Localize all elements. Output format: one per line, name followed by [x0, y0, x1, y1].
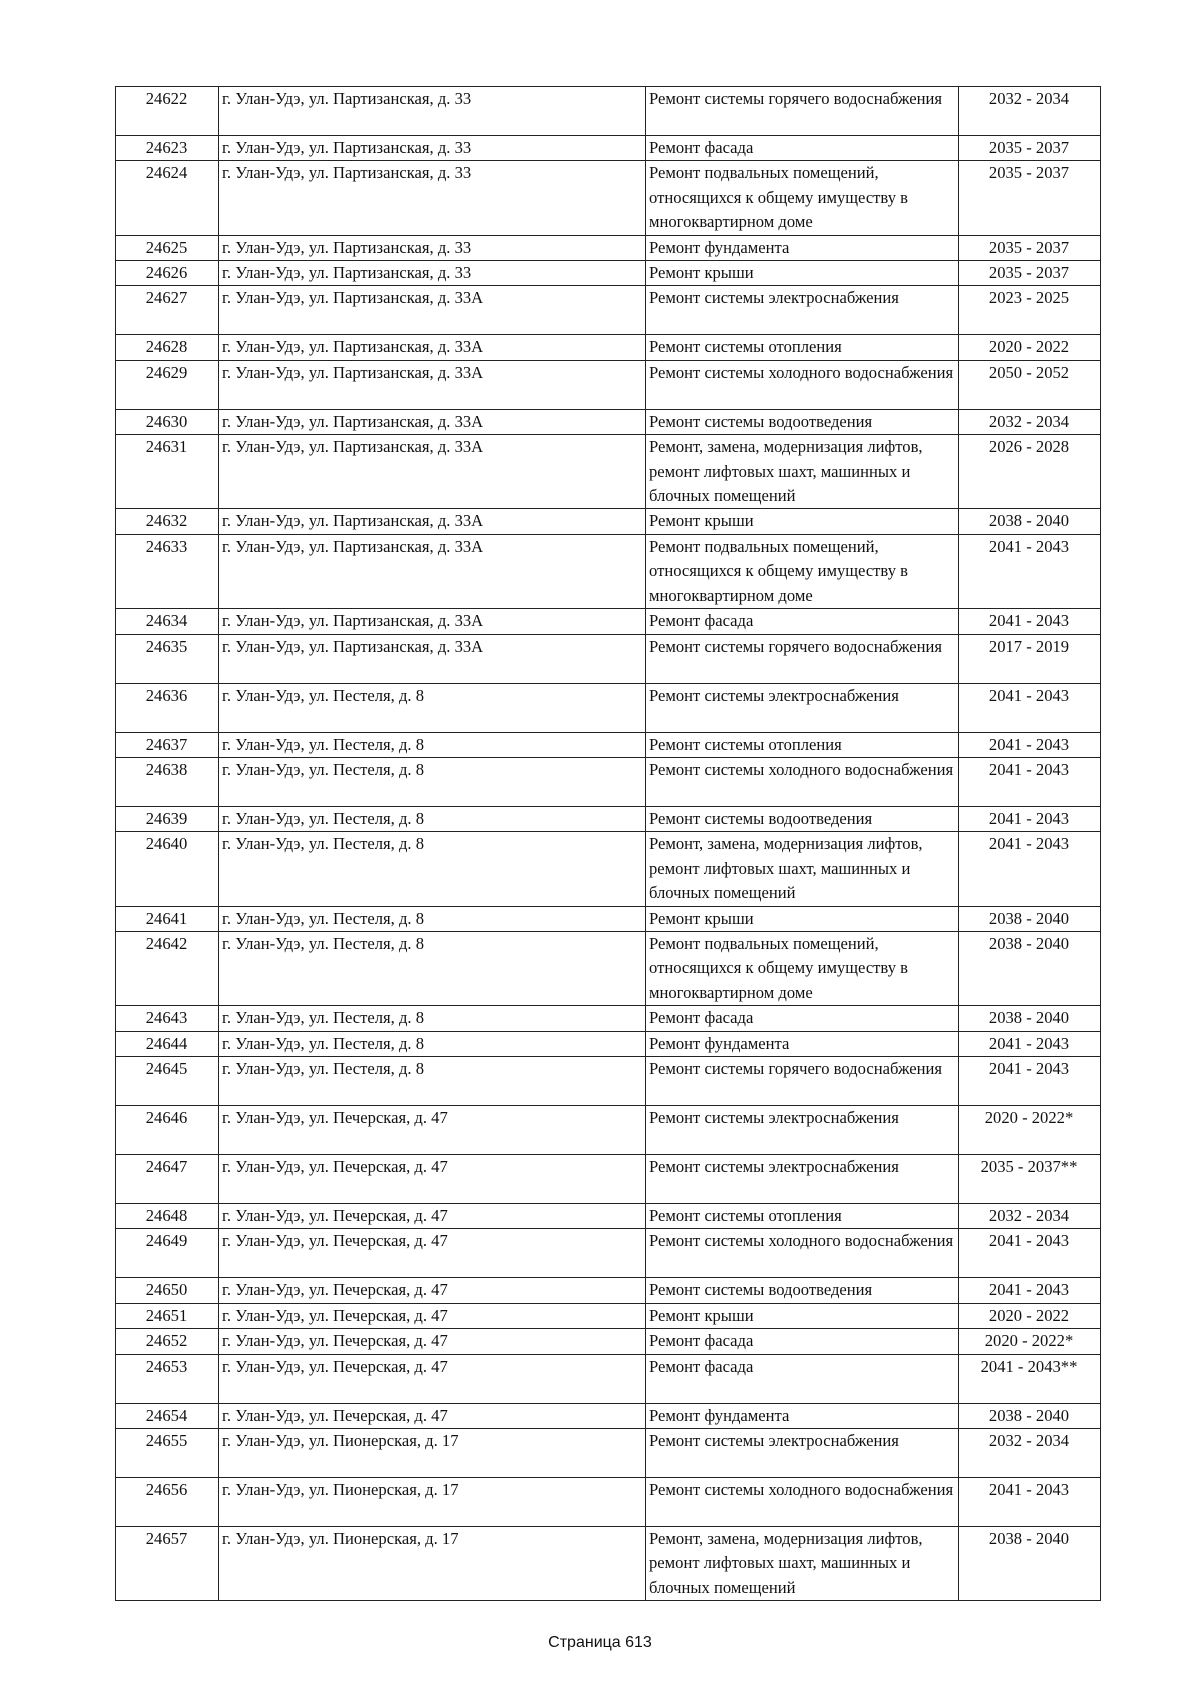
row-number-cell: 24655	[116, 1429, 219, 1478]
table-row	[116, 87, 1101, 136]
address-cell: г. Улан-Удэ, ул. Печерская, д. 47	[219, 1403, 646, 1428]
page-number: Страница 613	[548, 1634, 652, 1651]
period-cell: 2041 - 2043	[959, 534, 1101, 608]
table-row	[116, 286, 1101, 335]
work-type-cell: Ремонт системы отопления	[646, 335, 959, 360]
work-type-cell: Ремонт фасада	[646, 1354, 959, 1403]
work-type-cell: Ремонт крыши	[646, 1303, 959, 1328]
table-body	[116, 87, 1101, 1601]
period-cell: 2020 - 2022*	[959, 1105, 1101, 1154]
work-type-cell: Ремонт, замена, модернизация лифтов, ремонт лифтовых шахт, машинных и блочных помещений	[646, 832, 959, 906]
row-number-cell: 24643	[116, 1006, 219, 1031]
row-number-cell: 24654	[116, 1403, 219, 1428]
row-number-cell: 24622	[116, 87, 219, 136]
period-cell: 2041 - 2043	[959, 1031, 1101, 1056]
row-number-cell: 24625	[116, 235, 219, 260]
table-row	[116, 1031, 1101, 1056]
period-cell: 2035 - 2037	[959, 161, 1101, 235]
work-type-cell: Ремонт фасада	[646, 609, 959, 634]
table-row	[116, 1429, 1101, 1478]
work-type-cell: Ремонт системы горячего водоснабжения	[646, 1056, 959, 1105]
period-cell: 2041 - 2043	[959, 1229, 1101, 1278]
work-type-cell: Ремонт системы горячего водоснабжения	[646, 634, 959, 683]
row-number-cell: 24628	[116, 335, 219, 360]
table-row	[116, 906, 1101, 931]
row-number-cell: 24648	[116, 1203, 219, 1228]
address-cell: г. Улан-Удэ, ул. Партизанская, д. 33А	[219, 409, 646, 434]
row-number-cell: 24641	[116, 906, 219, 931]
period-cell: 2038 - 2040	[959, 931, 1101, 1005]
row-number-cell: 24650	[116, 1278, 219, 1303]
address-cell: г. Улан-Удэ, ул. Печерская, д. 47	[219, 1278, 646, 1303]
address-cell: г. Улан-Удэ, ул. Пестеля, д. 8	[219, 1006, 646, 1031]
table-row	[116, 683, 1101, 732]
address-cell: г. Улан-Удэ, ул. Печерская, д. 47	[219, 1354, 646, 1403]
row-number-cell: 24652	[116, 1329, 219, 1354]
period-cell: 2041 - 2043	[959, 1056, 1101, 1105]
table-row	[116, 1229, 1101, 1278]
row-number-cell: 24651	[116, 1303, 219, 1328]
period-cell: 2035 - 2037**	[959, 1154, 1101, 1203]
table-row	[116, 1403, 1101, 1428]
work-type-cell: Ремонт фундамента	[646, 1403, 959, 1428]
table-row	[116, 509, 1101, 534]
address-cell: г. Улан-Удэ, ул. Пионерская, д. 17	[219, 1527, 646, 1601]
address-cell: г. Улан-Удэ, ул. Пионерская, д. 17	[219, 1478, 646, 1527]
table-row	[116, 832, 1101, 906]
period-cell: 2017 - 2019	[959, 634, 1101, 683]
work-type-cell: Ремонт системы электроснабжения	[646, 1429, 959, 1478]
address-cell: г. Улан-Удэ, ул. Пестеля, д. 8	[219, 806, 646, 831]
period-cell: 2041 - 2043**	[959, 1354, 1101, 1403]
row-number-cell: 24644	[116, 1031, 219, 1056]
work-type-cell: Ремонт системы горячего водоснабжения	[646, 87, 959, 136]
work-type-cell: Ремонт, замена, модернизация лифтов, ремонт лифтовых шахт, машинных и блочных помещений	[646, 1527, 959, 1601]
row-number-cell: 24624	[116, 161, 219, 235]
work-type-cell: Ремонт системы электроснабжения	[646, 1154, 959, 1203]
row-number-cell: 24649	[116, 1229, 219, 1278]
table-row	[116, 136, 1101, 161]
row-number-cell: 24647	[116, 1154, 219, 1203]
period-cell: 2038 - 2040	[959, 1527, 1101, 1601]
address-cell: г. Улан-Удэ, ул. Партизанская, д. 33	[219, 136, 646, 161]
row-number-cell: 24630	[116, 409, 219, 434]
row-number-cell: 24642	[116, 931, 219, 1005]
address-cell: г. Улан-Удэ, ул. Печерская, д. 47	[219, 1105, 646, 1154]
work-type-cell: Ремонт системы электроснабжения	[646, 286, 959, 335]
period-cell: 2020 - 2022	[959, 335, 1101, 360]
table-row	[116, 1478, 1101, 1527]
address-cell: г. Улан-Удэ, ул. Партизанская, д. 33А	[219, 360, 646, 409]
period-cell: 2026 - 2028	[959, 435, 1101, 509]
period-cell: 2041 - 2043	[959, 806, 1101, 831]
period-cell: 2038 - 2040	[959, 509, 1101, 534]
work-type-cell: Ремонт системы электроснабжения	[646, 1105, 959, 1154]
work-type-cell: Ремонт крыши	[646, 261, 959, 286]
row-number-cell: 24633	[116, 534, 219, 608]
period-cell: 2050 - 2052	[959, 360, 1101, 409]
work-type-cell: Ремонт системы холодного водоснабжения	[646, 1478, 959, 1527]
row-number-cell: 24653	[116, 1354, 219, 1403]
table-row	[116, 1329, 1101, 1354]
work-type-cell: Ремонт системы электроснабжения	[646, 683, 959, 732]
period-cell: 2035 - 2037	[959, 261, 1101, 286]
row-number-cell: 24626	[116, 261, 219, 286]
row-number-cell: 24629	[116, 360, 219, 409]
table-row	[116, 757, 1101, 806]
period-cell: 2041 - 2043	[959, 757, 1101, 806]
address-cell: г. Улан-Удэ, ул. Партизанская, д. 33А	[219, 534, 646, 608]
period-cell: 2041 - 2043	[959, 683, 1101, 732]
work-type-cell: Ремонт подвальных помещений, относящихся к общему имуществу в многоквартирном доме	[646, 534, 959, 608]
table-row	[116, 609, 1101, 634]
work-type-cell: Ремонт подвальных помещений, относящихся к общему имуществу в многоквартирном доме	[646, 161, 959, 235]
address-cell: г. Улан-Удэ, ул. Партизанская, д. 33	[219, 261, 646, 286]
work-type-cell: Ремонт фасада	[646, 136, 959, 161]
document-page	[115, 86, 1100, 1601]
work-type-cell: Ремонт системы холодного водоснабжения	[646, 1229, 959, 1278]
address-cell: г. Улан-Удэ, ул. Партизанская, д. 33А	[219, 634, 646, 683]
work-type-cell: Ремонт подвальных помещений, относящихся к общему имуществу в многоквартирном доме	[646, 931, 959, 1005]
table-row	[116, 1056, 1101, 1105]
table-row	[116, 335, 1101, 360]
period-cell: 2023 - 2025	[959, 286, 1101, 335]
work-type-cell: Ремонт фундамента	[646, 1031, 959, 1056]
table-row	[116, 261, 1101, 286]
table-row	[116, 1006, 1101, 1031]
row-number-cell: 24656	[116, 1478, 219, 1527]
work-type-cell: Ремонт крыши	[646, 906, 959, 931]
work-type-cell: Ремонт фасада	[646, 1006, 959, 1031]
address-cell: г. Улан-Удэ, ул. Пестеля, д. 8	[219, 832, 646, 906]
row-number-cell: 24646	[116, 1105, 219, 1154]
period-cell: 2038 - 2040	[959, 906, 1101, 931]
work-type-cell: Ремонт фундамента	[646, 235, 959, 260]
table-row	[116, 1105, 1101, 1154]
period-cell: 2035 - 2037	[959, 136, 1101, 161]
work-type-cell: Ремонт системы водоотведения	[646, 409, 959, 434]
period-cell: 2041 - 2043	[959, 609, 1101, 634]
period-cell: 2041 - 2043	[959, 832, 1101, 906]
address-cell: г. Улан-Удэ, ул. Партизанская, д. 33	[219, 235, 646, 260]
table-row	[116, 360, 1101, 409]
table-row	[116, 534, 1101, 608]
table-row	[116, 732, 1101, 757]
row-number-cell: 24636	[116, 683, 219, 732]
work-type-cell: Ремонт системы водоотведения	[646, 806, 959, 831]
address-cell: г. Улан-Удэ, ул. Пестеля, д. 8	[219, 732, 646, 757]
period-cell: 2041 - 2043	[959, 732, 1101, 757]
period-cell: 2038 - 2040	[959, 1403, 1101, 1428]
address-cell: г. Улан-Удэ, ул. Пионерская, д. 17	[219, 1429, 646, 1478]
address-cell: г. Улан-Удэ, ул. Печерская, д. 47	[219, 1329, 646, 1354]
table-row	[116, 1354, 1101, 1403]
period-cell: 2032 - 2034	[959, 87, 1101, 136]
table-row	[116, 1303, 1101, 1328]
table-row	[116, 1278, 1101, 1303]
work-type-cell: Ремонт, замена, модернизация лифтов, ремонт лифтовых шахт, машинных и блочных помещений	[646, 435, 959, 509]
address-cell: г. Улан-Удэ, ул. Печерская, д. 47	[219, 1303, 646, 1328]
table-row	[116, 806, 1101, 831]
row-number-cell: 24635	[116, 634, 219, 683]
row-number-cell: 24634	[116, 609, 219, 634]
row-number-cell: 24623	[116, 136, 219, 161]
table-row	[116, 1527, 1101, 1601]
address-cell: г. Улан-Удэ, ул. Партизанская, д. 33А	[219, 286, 646, 335]
address-cell: г. Улан-Удэ, ул. Пестеля, д. 8	[219, 906, 646, 931]
address-cell: г. Улан-Удэ, ул. Пестеля, д. 8	[219, 1056, 646, 1105]
table-row	[116, 1154, 1101, 1203]
work-type-cell: Ремонт системы отопления	[646, 1203, 959, 1228]
address-cell: г. Улан-Удэ, ул. Партизанская, д. 33А	[219, 609, 646, 634]
table-row	[116, 435, 1101, 509]
row-number-cell: 24640	[116, 832, 219, 906]
period-cell: 2020 - 2022	[959, 1303, 1101, 1328]
row-number-cell: 24631	[116, 435, 219, 509]
address-cell: г. Улан-Удэ, ул. Пестеля, д. 8	[219, 931, 646, 1005]
table-row	[116, 161, 1101, 235]
table-row	[116, 634, 1101, 683]
row-number-cell: 24639	[116, 806, 219, 831]
row-number-cell: 24627	[116, 286, 219, 335]
address-cell: г. Улан-Удэ, ул. Пестеля, д. 8	[219, 757, 646, 806]
work-type-cell: Ремонт системы водоотведения	[646, 1278, 959, 1303]
row-number-cell: 24638	[116, 757, 219, 806]
work-type-cell: Ремонт фасада	[646, 1329, 959, 1354]
row-number-cell: 24645	[116, 1056, 219, 1105]
work-type-cell: Ремонт системы холодного водоснабжения	[646, 360, 959, 409]
address-cell: г. Улан-Удэ, ул. Партизанская, д. 33А	[219, 509, 646, 534]
period-cell: 2032 - 2034	[959, 409, 1101, 434]
address-cell: г. Улан-Удэ, ул. Печерская, д. 47	[219, 1203, 646, 1228]
work-type-cell: Ремонт системы отопления	[646, 732, 959, 757]
period-cell: 2020 - 2022*	[959, 1329, 1101, 1354]
period-cell: 2041 - 2043	[959, 1478, 1101, 1527]
period-cell: 2032 - 2034	[959, 1429, 1101, 1478]
row-number-cell: 24632	[116, 509, 219, 534]
work-type-cell: Ремонт крыши	[646, 509, 959, 534]
table-row	[116, 931, 1101, 1005]
address-cell: г. Улан-Удэ, ул. Партизанская, д. 33	[219, 161, 646, 235]
table-row	[116, 1203, 1101, 1228]
table-row	[116, 235, 1101, 260]
table-row	[116, 409, 1101, 434]
address-cell: г. Улан-Удэ, ул. Партизанская, д. 33А	[219, 335, 646, 360]
period-cell: 2032 - 2034	[959, 1203, 1101, 1228]
address-cell: г. Улан-Удэ, ул. Печерская, д. 47	[219, 1229, 646, 1278]
work-type-cell: Ремонт системы холодного водоснабжения	[646, 757, 959, 806]
address-cell: г. Улан-Удэ, ул. Партизанская, д. 33А	[219, 435, 646, 509]
address-cell: г. Улан-Удэ, ул. Пестеля, д. 8	[219, 1031, 646, 1056]
repair-schedule-table	[115, 86, 1101, 1601]
row-number-cell: 24657	[116, 1527, 219, 1601]
period-cell: 2041 - 2043	[959, 1278, 1101, 1303]
address-cell: г. Улан-Удэ, ул. Партизанская, д. 33	[219, 87, 646, 136]
period-cell: 2038 - 2040	[959, 1006, 1101, 1031]
period-cell: 2035 - 2037	[959, 235, 1101, 260]
address-cell: г. Улан-Удэ, ул. Пестеля, д. 8	[219, 683, 646, 732]
row-number-cell: 24637	[116, 732, 219, 757]
address-cell: г. Улан-Удэ, ул. Печерская, д. 47	[219, 1154, 646, 1203]
